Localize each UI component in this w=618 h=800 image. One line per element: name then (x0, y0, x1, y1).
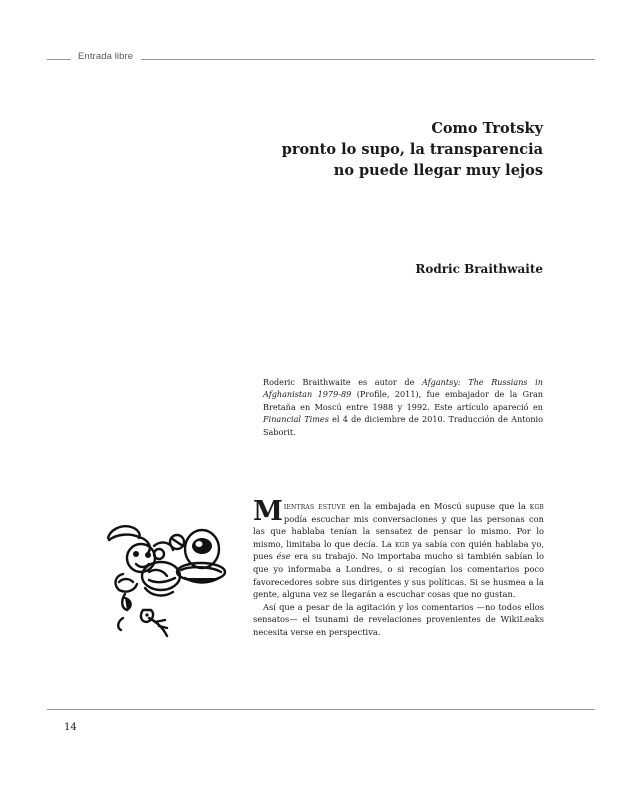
acronym-kgb: kgb (529, 501, 545, 511)
page-number: 14 (64, 722, 77, 733)
cartoon-illustration (105, 518, 237, 643)
title-line: pronto lo supo, la transparencia (281, 141, 543, 158)
dropcap: M (253, 496, 283, 527)
bio-book-title: Afgantsy: The Russians in Afghanistan 1979-89 (263, 377, 543, 400)
emphasis: ése (276, 551, 291, 562)
article-body (253, 496, 545, 639)
lead-in: ientras estuve (283, 501, 346, 511)
body-text: era su trabajo. No importaba mucho si también sabían lo que yo informaba a Londres, o si recogían los comentarios poco favorecedores sobre sus dirigentes y sus políticas. Si se husmea a la gente, alguna vez se llegarán a escuchar cosas que no gustan. (253, 551, 544, 600)
acronym-kgb: kgb (395, 538, 410, 549)
bio-newspaper: Financial Times (263, 414, 329, 425)
author-bio (263, 376, 543, 438)
section-label: Entrada libre (78, 51, 134, 62)
title-line: Como Trotsky (431, 120, 543, 137)
header-rule-left (47, 59, 71, 60)
body-paragraph (253, 496, 545, 601)
body-text: en la embajada en Moscú supuse que la (345, 501, 530, 511)
title-line: no puede llegar muy lejos (333, 162, 543, 179)
article-title (282, 118, 543, 181)
bio-text: (Profile, 2011), fue embajador de la Gran Bretaña en Moscú entre 1988 y 1992. Este artículo apareció en (263, 389, 543, 412)
author-name: Rodric Braithwaite (415, 262, 543, 276)
body-text: podía escuchar mis conversaciones y que las personas con las que hablaba tenían la sensatez de pensar lo mismo. Por lo mismo, limitaba lo que decía. La (253, 513, 544, 549)
bio-text: Roderic Braithwaite es autor de (263, 377, 422, 387)
footer-rule (47, 709, 595, 710)
body-text: ya sabía con quién hablaba yo, pues (253, 538, 545, 562)
bio-text: el 4 de diciembre de 2010. Traducción de Antonio Saborit. (263, 414, 544, 437)
body-paragraph: Así que a pesar de la agitación y los comentarios —no todos ellos sensatos— el tsunami de revelaciones provenientes de WikiLeaks necesita verse en perspectiva. (253, 601, 544, 637)
header-rule-right (141, 59, 595, 60)
